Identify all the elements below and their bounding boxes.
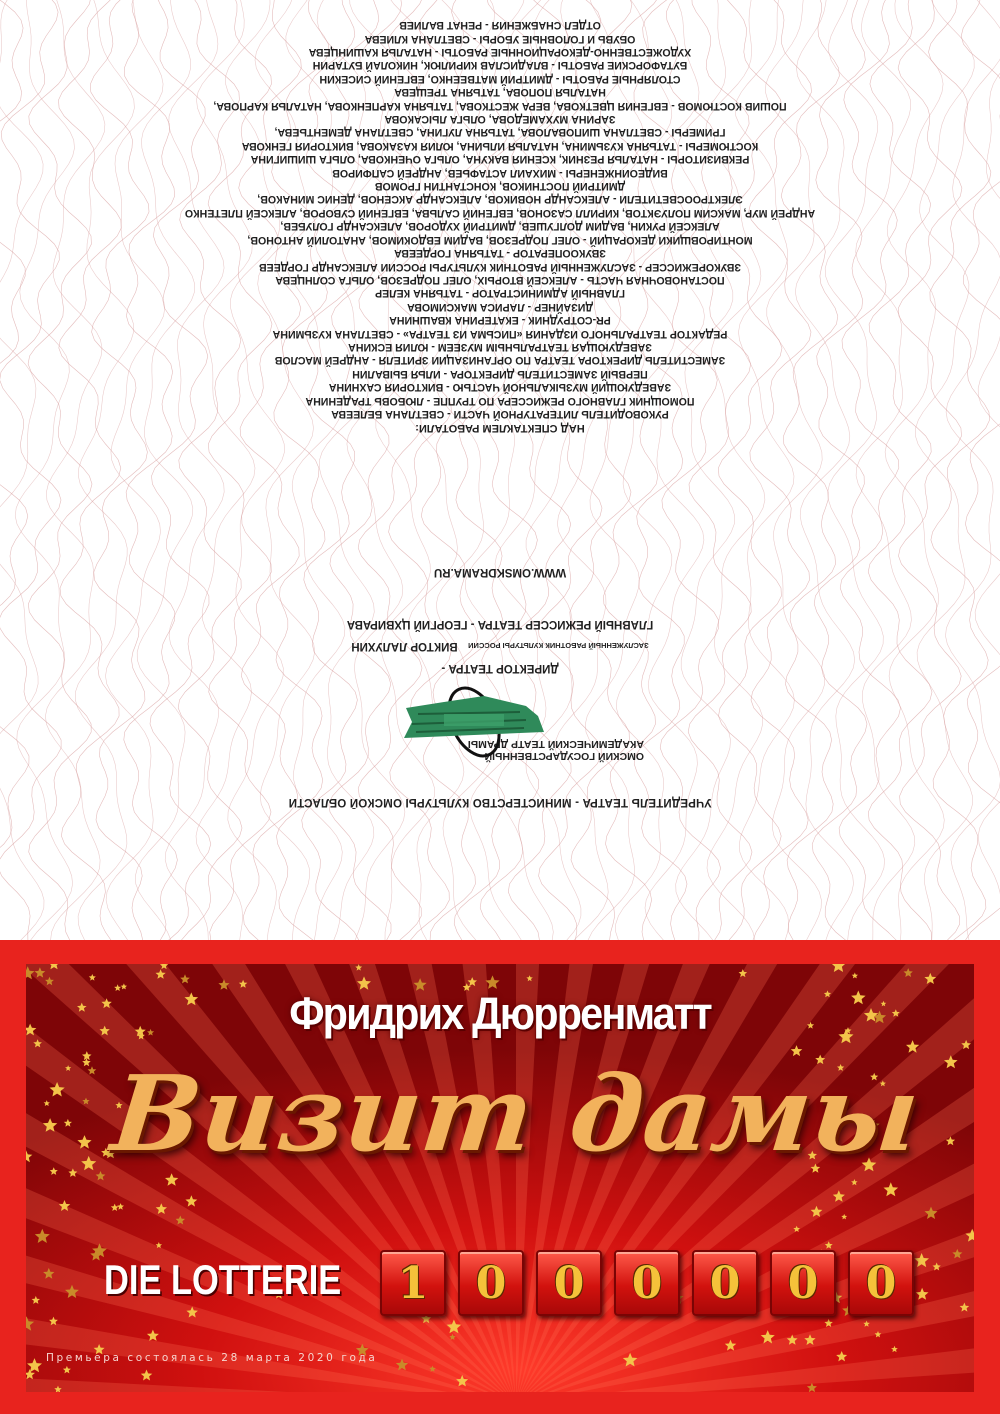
lottery-digit: 0 <box>692 1250 758 1316</box>
logo-emblem-icon <box>404 680 544 764</box>
credit-line: МОНТИРОВЩИКИ ДЕКОРАЦИЙ - ОЛЕГ ПОДРЕЗОВ, ВАДИМ ЕВДОКИМОВ, АНАТОЛИЙ АНТОНОВ, <box>247 233 753 246</box>
lottery-number <box>380 1250 914 1316</box>
credit-line: ЗВУКОРЕЖИССЕР - ЗАСЛУЖЕННЫЙ РАБОТНИК КУЛЬТУРЫ РОССИИ АЛЕКСАНДР ГОРДЕЕВ <box>258 260 742 273</box>
credit-line: ОБУВЬ И ГОЛОВНЫЕ УБОРЫ - СВЕТЛАНА КЛИЕВА <box>364 32 636 45</box>
credit-line: ЗАМЕСТИТЕЛЬ ДИРЕКТОРА ТЕАТРА ПО ОРГАНИЗАЦИИ ЗРИТЕЛЯ - АНДРЕЙ МАСЛОВ <box>274 354 726 367</box>
credit-line: КОСТЮМЕРЫ - ТАТЬЯНА КУЗЬМИНА, НАТАЛЬЯ ИЛЬИНА, ЮЛИЯ КАЗАКОВА, ВИКТОРИЯ ГЕНКОВА <box>241 139 759 152</box>
website-url: WWW.OMSKDRAMA.RU <box>433 566 567 578</box>
credit-line: ПОСТАНОВОЧНАЯ ЧАСТЬ - АЛЕКСЕЙ ВТОРЫХ, ОЛЕГ ПОДРЕЗОВ, ОЛЬГА СОЛНЦЕВА <box>275 273 725 286</box>
credit-line: ГРИМЕРЫ - СВЕТЛАНА ШИПОВАЛОВА, ТАТЬЯНА ЛУГИНА, СВЕТЛАНА ДЕМЕНТЬЕВА, <box>274 126 726 139</box>
director-line <box>0 638 1000 656</box>
credit-line: ПОШИВ КОСТЮМОВ - ЕВГЕНИЯ ЦВЕТКОВА, ВЕРА ЖЕСТКОВА, ТАТЬЯНА КАРПЕНКОВА, НАТАЛЬЯ КАРПОВА, <box>213 99 787 112</box>
director-label: ДИРЕКТОР ТЕАТРА - <box>441 662 559 674</box>
credit-line: ПОМОЩНИК ГЛАВНОГО РЕЖИССЕРА ПО ТРУППЕ - ЛЮБОВЬ ТРАДЕНИНА <box>305 394 695 407</box>
lottery-digit: 0 <box>614 1250 680 1316</box>
credit-line: АЛЕКСЕЙ РУКИН, ВАДИМ ДОЛГУШЕВ, ДМИТРИЙ ХУДОРОВ, АЛЕКСАНДР ГОЛУБЕВ, <box>280 220 720 233</box>
credit-line: РЕКВИЗИТОРЫ - НАТАЛЬЯ РЕЗНИК, КСЕНИЯ ВАКУНА, ОЛЬГА ОЧЕНКОВА, ОЛЬГА ШИШИГИНА <box>250 153 750 166</box>
credits-list <box>0 18 1000 420</box>
credit-line: ОТДЕЛ СНАБЖЕНИЯ - РЕНАТ ВАЛИЕВ <box>399 19 601 32</box>
lottery-digit: 0 <box>458 1250 524 1316</box>
credit-line: АНДРЕЙ МУР, МАКСИМ ПОЛУЭКТОВ, КИРИЛЛ САЗОНОВ, ЕВГЕНИЙ САЛЬВА, ЕВГЕНИЙ СУВОРОВ, АЛЕКСЕЙ ПЛЕТЕНКО <box>184 206 816 219</box>
credit-line: ГЛАВНЫЙ АДМИНИСТРАТОР - ТАТЬЯНА КЕЛЕР <box>375 287 625 300</box>
lottery-digit: 0 <box>770 1250 836 1316</box>
director-name: ВИКТОР ЛАЛУХИН <box>351 640 458 652</box>
credit-line: РУКОВОДИТЕЛЬ ЛИТЕРАТУРНОЙ ЧАСТИ - СВЕТЛАНА БЕЛЕЕВА <box>331 408 669 420</box>
lottery-digit: 0 <box>848 1250 914 1316</box>
credit-line: ЭЛЕКТРООСВЕТИТЕЛИ - АЛЕКСАНДР НОВИКОВ, АЛЕКСАНДР АКСЕНОВ, ДЕНИС МИНАКОВ, <box>257 193 743 206</box>
credit-line: ЗАВЕДУЮЩАЯ ТЕАТРАЛЬНЫМ МУЗЕЕМ - ЮЛИЯ ЕСКИНА <box>348 340 652 353</box>
credit-line: СТОЛЯРНЫЕ РАБОТЫ - ДМИТРИЙ МАТВЕЕНКО, ЕВГЕНИЙ СИСЕКИН <box>319 72 681 85</box>
logo-text: ОМСКИЙ ГОСУДАРСТВЕННЫЙ АКАДЕМИЧЕСКИЙ ТЕАТР ДРАМЫ <box>467 738 644 762</box>
lottery-digit: 1 <box>380 1250 446 1316</box>
lottery-digit: 0 <box>536 1250 602 1316</box>
credit-line: ХУДОЖЕСТВЕННО-ДЕКОРАЦИОННЫЕ РАБОТЫ - НАТАЛЬЯ КАШИНЦЕВА <box>308 46 692 59</box>
credit-line: БУТАФОРСКИЕ РАБОТЫ - ВЛАДИСЛАВ КИРИЛЮК, НИКОЛАЙ БУТАРИН <box>312 59 688 72</box>
credit-line: ЗАРИНА МУХАМЕДОВА, ОЛЬГА ЛЫСАКОВА <box>384 113 616 126</box>
chief-director-line: ГЛАВНЫЙ РЕЖИССЕР ТЕАТРА - ГЕОРГИЙ ЦХВИРАВА <box>346 618 654 630</box>
theatre-logo <box>344 680 644 772</box>
credit-line: ДМИТРИЙ ПОСТНИКОВ, КОНСТАНТИН ГРОМОВ <box>374 180 626 193</box>
credit-line: ДИЗАЙНЕР - ЛАРИСА МАКСИМОВА <box>407 300 593 313</box>
credit-line: ЗВУКООПЕРАТОР - ТАТЬЯНА ГОРДЕЕВА <box>394 247 606 260</box>
credit-line: НАТАЛЬЯ ПОПОВА, ТАТЬЯНА ТРЕЩЕВА <box>394 86 606 99</box>
play-title: Визит дамы <box>106 1052 926 1175</box>
lottery-ticket <box>26 964 974 1392</box>
credit-line: ПЕРВЫЙ ЗАМЕСТИТЕЛЬ ДИРЕКТОРА - ИЛЬЯ БЫВАЛИН <box>352 367 648 380</box>
lotterie-label: DIE LOTTERIE <box>104 1256 342 1303</box>
premiere-date: Премьера состоялась 28 марта 2020 года <box>46 1352 378 1364</box>
credits-title: НАД СПЕКТАКЛЕМ РАБОТАЛИ: <box>415 422 585 434</box>
founder-line: УЧРЕДИТЕЛЬ ТЕАТРА - МИНИСТЕРСТВО КУЛЬТУРЫ ОМСКОЙ ОБЛАСТИ <box>288 796 712 808</box>
credit-line: РЕДАКТОР ТЕАТРАЛЬНОГО ИЗДАНИЯ «ПИСЬМА ИЗ ТЕАТРА» - СВЕТЛАНА КУЗЬМИНА <box>272 327 728 340</box>
director-honorific: ЗАСЛУЖЕННЫЙ РАБОТНИК КУЛЬТУРЫ РОССИИ <box>468 641 649 650</box>
author-name: Фридрих Дюрренматт <box>289 988 711 1039</box>
credit-line: ЗАВЕДУЮЩИЙ МУЗЫКАЛЬНОЙ ЧАСТЬЮ - ВИКТОРИЯ САХНИНА <box>328 381 672 394</box>
credit-line: ВИДЕОИНЖЕНЕРЫ - МИХАИЛ АСТАФЬЕВ, АНДРЕЙ САПФИРОВ <box>332 166 668 179</box>
credit-line: PR-СОТРУДНИК - ЕКАТЕРИНА КВАШНИНА <box>389 314 611 327</box>
